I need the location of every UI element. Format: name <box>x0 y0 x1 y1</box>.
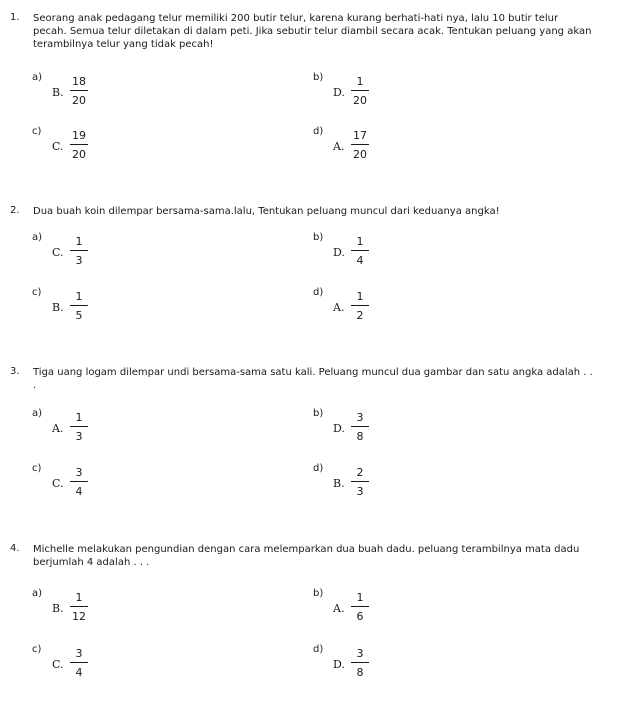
option-c[interactable] <box>32 644 182 684</box>
option-prefix: C. <box>52 140 64 153</box>
option-letter: b) <box>313 588 324 599</box>
option-letter: d) <box>313 644 324 655</box>
denominator: 12 <box>72 610 86 623</box>
question-text: Dua buah koin dilempar bersama-sama.lalu, Tentukan peluang muncul dari keduanya angka! <box>33 206 500 217</box>
option-b[interactable] <box>313 408 463 448</box>
numerator: 3 <box>75 466 83 479</box>
option-letter: a) <box>32 72 43 83</box>
option-prefix: D. <box>333 658 345 671</box>
option-prefix: B. <box>52 86 64 99</box>
denominator: 8 <box>356 430 364 443</box>
fraction-bar <box>70 426 88 427</box>
option-prefix: A. <box>333 301 345 314</box>
option-c[interactable] <box>32 287 182 327</box>
fraction-bar <box>70 662 88 663</box>
option-a[interactable] <box>32 588 182 628</box>
denominator: 2 <box>356 309 364 322</box>
option-prefix: B. <box>333 477 345 490</box>
fraction-bar <box>351 250 369 251</box>
question-number: 3. <box>10 366 20 377</box>
option-prefix: C. <box>52 658 64 671</box>
denominator: 20 <box>353 148 367 161</box>
option-d[interactable] <box>313 287 463 327</box>
option-letter: a) <box>32 588 43 599</box>
fraction <box>70 128 88 162</box>
option-prefix: A. <box>52 422 64 435</box>
denominator: 5 <box>75 309 83 322</box>
fraction <box>351 410 369 444</box>
denominator: 3 <box>75 254 83 267</box>
fraction-bar <box>351 606 369 607</box>
option-prefix: C. <box>52 246 64 259</box>
fraction-bar <box>351 144 369 145</box>
question-text: Michelle melakukan pengundian dengan cara melemparkan dua buah dadu. peluang terambilnya mata dadu berjumlah 4 adalah . . . <box>33 544 580 568</box>
numerator: 3 <box>75 647 83 660</box>
denominator: 20 <box>72 148 86 161</box>
option-letter: a) <box>32 232 43 243</box>
option-prefix: B. <box>52 301 64 314</box>
denominator: 20 <box>72 94 86 107</box>
option-b[interactable] <box>313 232 463 272</box>
fraction-bar <box>70 90 88 91</box>
option-prefix: D. <box>333 246 345 259</box>
option-letter: a) <box>32 408 43 419</box>
option-letter: b) <box>313 232 324 243</box>
fraction <box>70 646 88 680</box>
fraction-bar <box>70 144 88 145</box>
fraction-bar <box>70 250 88 251</box>
option-letter: d) <box>313 463 324 474</box>
numerator: 1 <box>356 591 364 604</box>
option-prefix: D. <box>333 422 345 435</box>
option-prefix: B. <box>52 602 64 615</box>
numerator: 3 <box>356 411 364 424</box>
denominator: 3 <box>75 430 83 443</box>
fraction <box>70 590 88 624</box>
fraction-bar <box>351 481 369 482</box>
fraction <box>351 289 369 323</box>
option-letter: c) <box>32 463 42 474</box>
numerator: 19 <box>72 129 86 142</box>
option-c[interactable] <box>32 126 182 166</box>
fraction-bar <box>351 662 369 663</box>
fraction <box>70 74 88 108</box>
fraction <box>351 128 369 162</box>
fraction <box>351 646 369 680</box>
numerator: 1 <box>356 235 364 248</box>
numerator: 17 <box>353 129 367 142</box>
option-letter: c) <box>32 644 42 655</box>
numerator: 1 <box>75 411 83 424</box>
numerator: 1 <box>75 591 83 604</box>
option-d[interactable] <box>313 463 463 503</box>
option-prefix: A. <box>333 602 345 615</box>
question-text: Tiga uang logam dilempar undi bersama-sama satu kali. Peluang muncul dua gambar dan satu angka adalah . . . <box>33 367 593 391</box>
denominator: 8 <box>356 666 364 679</box>
fraction-bar <box>351 426 369 427</box>
denominator: 20 <box>353 94 367 107</box>
option-a[interactable] <box>32 72 182 112</box>
fraction-bar <box>70 305 88 306</box>
numerator: 1 <box>75 235 83 248</box>
option-letter: b) <box>313 408 324 419</box>
fraction-bar <box>70 481 88 482</box>
fraction-bar <box>351 90 369 91</box>
option-a[interactable] <box>32 408 182 448</box>
fraction-bar <box>351 305 369 306</box>
numerator: 18 <box>72 75 86 88</box>
denominator: 4 <box>75 666 83 679</box>
option-prefix: A. <box>333 140 345 153</box>
option-letter: c) <box>32 126 42 137</box>
question-number: 1. <box>10 12 20 23</box>
denominator: 4 <box>356 254 364 267</box>
option-d[interactable] <box>313 644 463 684</box>
option-prefix: C. <box>52 477 64 490</box>
question-number: 2. <box>10 205 20 216</box>
numerator: 2 <box>356 466 364 479</box>
fraction <box>70 234 88 268</box>
numerator: 1 <box>356 75 364 88</box>
question-text: Seorang anak pedagang telur memiliki 200 butir telur, karena kurang berhati-hati nya, lalu 10 butir telur pecah. Semua telur diletakan di dalam peti. Jika sebutir telur diambil secara acak. Tentukan peluang yang akan terambilnya telur yang tidak pecah! <box>33 13 592 50</box>
option-letter: b) <box>313 72 324 83</box>
denominator: 3 <box>356 485 364 498</box>
option-prefix: D. <box>333 86 345 99</box>
numerator: 1 <box>75 290 83 303</box>
option-letter: d) <box>313 126 324 137</box>
question-number: 4. <box>10 543 20 554</box>
denominator: 6 <box>356 610 364 623</box>
fraction <box>351 590 369 624</box>
option-c[interactable] <box>32 463 182 503</box>
fraction <box>70 289 88 323</box>
fraction <box>70 410 88 444</box>
option-d[interactable] <box>313 126 463 166</box>
fraction <box>351 234 369 268</box>
fraction <box>70 465 88 499</box>
option-b[interactable] <box>313 72 463 112</box>
fraction-bar <box>70 606 88 607</box>
fraction <box>351 74 369 108</box>
numerator: 1 <box>356 290 364 303</box>
option-letter: c) <box>32 287 42 298</box>
option-a[interactable] <box>32 232 182 272</box>
numerator: 3 <box>356 647 364 660</box>
option-letter: d) <box>313 287 324 298</box>
option-b[interactable] <box>313 588 463 628</box>
denominator: 4 <box>75 485 83 498</box>
fraction <box>351 465 369 499</box>
